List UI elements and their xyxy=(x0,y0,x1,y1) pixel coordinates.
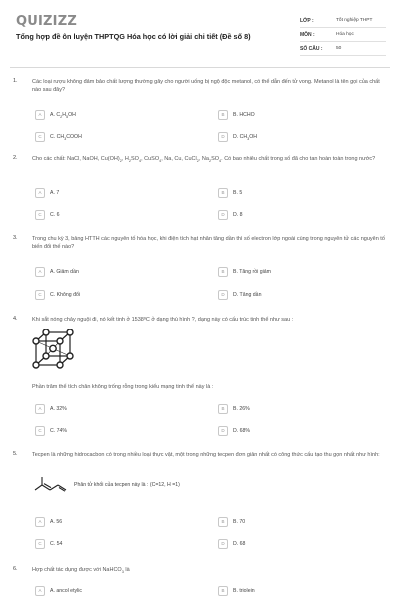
option-a[interactable] xyxy=(35,109,76,120)
option-d[interactable] xyxy=(218,425,250,436)
option-letter: D xyxy=(218,539,228,549)
question-number: 6. xyxy=(13,566,18,572)
option-letter: A xyxy=(35,586,45,596)
option-text: C. Không đổi xyxy=(50,291,80,298)
question-number: 3. xyxy=(13,235,18,241)
option-letter: D xyxy=(218,210,228,220)
option-a[interactable] xyxy=(35,585,82,596)
option-b[interactable] xyxy=(218,109,255,120)
option-d[interactable] xyxy=(218,131,257,142)
option-text: D. Tăng dần xyxy=(233,291,262,298)
option-letter: A xyxy=(35,188,45,198)
option-letter: A xyxy=(35,267,45,277)
meta-key: LỚP : xyxy=(300,17,314,24)
option-text: B. 26% xyxy=(233,405,250,412)
meta-value: Hóa học xyxy=(336,32,354,37)
option-letter: C xyxy=(35,426,45,436)
meta-value: Tốt nghiệp THPT xyxy=(336,18,373,23)
option-c[interactable] xyxy=(35,131,82,142)
question-subtext: Phần trăm thể tích chân không trống rỗng trong kiểu mạng tinh thể này là : xyxy=(32,384,214,390)
option-text: C. 6 xyxy=(50,211,60,218)
question-text: Hợp chất tác dụng được với NaHCO$_3$ là xyxy=(32,567,130,575)
question-number: 1. xyxy=(13,78,18,84)
option-letter: D xyxy=(218,132,228,142)
option-text: D. 68 xyxy=(233,540,246,547)
option-text: B. HCHO xyxy=(233,111,255,118)
option-letter: C xyxy=(35,210,45,220)
option-text: C. 54 xyxy=(50,540,63,547)
option-text: D. 68% xyxy=(233,427,251,434)
option-text: C. $CH_3COOH$ xyxy=(50,133,82,141)
meta-row-count xyxy=(300,42,386,56)
option-d[interactable] xyxy=(218,209,243,220)
option-letter: C xyxy=(35,539,45,549)
option-a[interactable] xyxy=(35,187,59,198)
option-text: D. $CH_3OH$ xyxy=(233,133,258,141)
question-number: 4. xyxy=(13,316,18,322)
option-b[interactable] xyxy=(218,187,242,198)
option-text: A. ancol etylic xyxy=(50,587,83,594)
header-divider xyxy=(10,67,390,68)
question-text: Khi sắt nóng chảy nguội đi, nó kết tinh ở 1538ºC ở dạng thù hình ?, dạng này có cấu trúc tinh thể như sau : xyxy=(32,317,294,323)
option-c[interactable] xyxy=(35,209,60,220)
option-letter: D xyxy=(218,290,228,300)
meta-row-subject xyxy=(300,28,386,42)
option-letter: D xyxy=(218,426,228,436)
option-text: B. triolein xyxy=(233,587,255,594)
meta-key: MÔN : xyxy=(300,31,315,38)
option-letter: B xyxy=(218,517,228,527)
page-header xyxy=(0,0,400,66)
option-text: A. 7 xyxy=(50,189,60,196)
option-text: B. Tăng rồi giảm xyxy=(233,268,271,275)
option-letter: C xyxy=(35,132,45,142)
option-b[interactable] xyxy=(218,403,250,414)
option-letter: A xyxy=(35,404,45,414)
option-text: B. 5 xyxy=(233,189,243,196)
option-a[interactable] xyxy=(35,403,67,414)
option-letter: A xyxy=(35,517,45,527)
option-text: A. Giảm dần xyxy=(50,268,79,275)
option-b[interactable] xyxy=(218,516,245,527)
option-letter: B xyxy=(218,267,228,277)
question-text: Tecpen là những hidrocacbon có trong nhiều loại thực vật, một trong những tecpen đơn giản nhất có công thức cấu tạo thu gọn nhất như hình: xyxy=(32,452,380,458)
quizizz-logo: QUIZIZZ xyxy=(16,14,77,29)
option-d[interactable] xyxy=(218,289,261,300)
option-b[interactable] xyxy=(218,585,255,596)
meta-table xyxy=(300,14,386,56)
option-text: C. 74% xyxy=(50,427,68,434)
option-c[interactable] xyxy=(35,425,67,436)
option-a[interactable] xyxy=(35,516,62,527)
option-letter: B xyxy=(218,188,228,198)
option-letter: C xyxy=(35,290,45,300)
meta-key: SỐ CÂU : xyxy=(300,45,323,52)
question-number: 5. xyxy=(13,451,18,457)
option-letter: B xyxy=(218,110,228,120)
structure-caption: Phân tử khối của tecpen này là : (C=12, H =1) xyxy=(74,482,180,488)
option-letter: B xyxy=(218,404,228,414)
option-d[interactable] xyxy=(218,538,245,549)
option-c[interactable] xyxy=(35,289,80,300)
option-text: A. $C_2H_5OH$ xyxy=(50,111,76,119)
meta-row-class xyxy=(300,14,386,28)
question-text: Cho các chất: NaCl, NaOH, $Cu(OH)_2$, $H_2SO_4$, CuSO$_4$, Na, Cu, CuCl$_2$, $Na_2SO_4$. Có bao nhiêu chất trong số đã cho tan hoàn toàn trong nước? xyxy=(32,156,376,164)
option-text: D. 8 xyxy=(233,211,243,218)
meta-value: 50 xyxy=(336,46,342,51)
document-title: Tổng hợp đề ôn luyện THPTQG Hóa học có lời giải chi tiết (Đề số 8) xyxy=(16,32,251,41)
option-a[interactable] xyxy=(35,266,79,277)
option-text: A. 32% xyxy=(50,405,67,412)
option-letter: B xyxy=(218,586,228,596)
option-text: A. 56 xyxy=(50,518,63,525)
crystal-lattice-image xyxy=(32,329,74,369)
question-number: 2. xyxy=(13,155,18,161)
option-b[interactable] xyxy=(218,266,271,277)
question-text: Trong chu kỳ 3, bảng HTTH các nguyên tố hóa học, khi điện tích hạt nhân tăng dần thì số electron lớp ngoài cùng trong nguyên tử các nguyên tố biến đổi thế nào? xyxy=(32,236,385,250)
option-letter: A xyxy=(35,110,45,120)
question-text: Các loại rượu không đảm bảo chất lượng thường gây cho người uống bị ngộ độc metanol, có thể dẫn đến tử vong. Metanol là tên gọi của chất nào sau đây? xyxy=(32,79,380,93)
option-text: B. 70 xyxy=(233,518,246,525)
option-c[interactable] xyxy=(35,538,62,549)
